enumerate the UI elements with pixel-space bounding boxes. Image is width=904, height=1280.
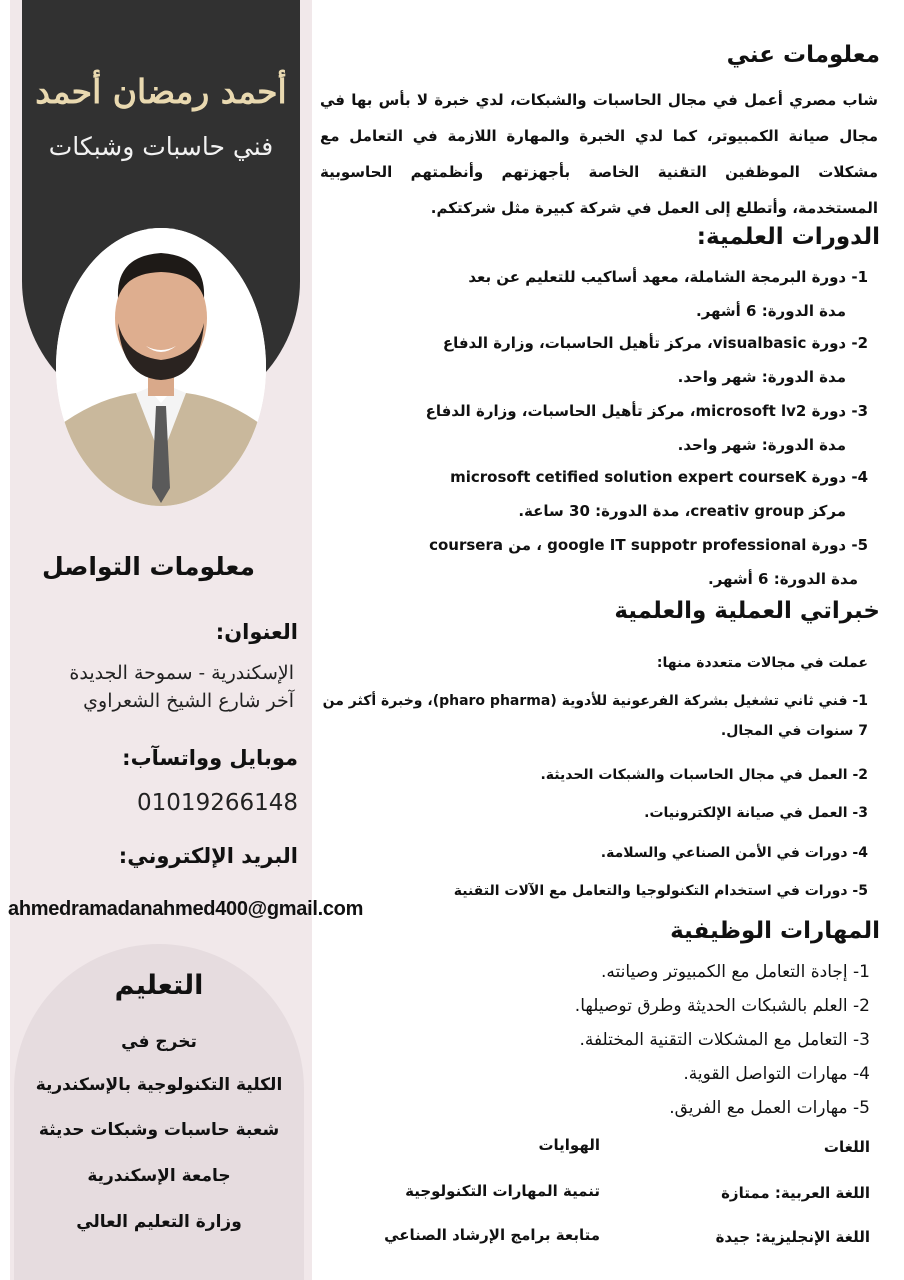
languages-title: اللغات xyxy=(823,1138,870,1156)
address-line-2: آخر شارع الشيخ الشعراوي xyxy=(83,690,294,712)
phone-label: موبايل وواتسآب: xyxy=(122,746,298,770)
language-item: اللغة العربية: ممتازة xyxy=(721,1184,870,1202)
experience-intro: عملت في مجالات متعددة منها: xyxy=(656,655,868,671)
address-label: العنوان: xyxy=(215,620,298,644)
experience-item: 4- دورات في الأمن الصناعي والسلامة. xyxy=(600,845,868,861)
education-line: تخرج في xyxy=(121,1032,197,1052)
skill-item: 4- مهارات التواصل القوية. xyxy=(683,1064,870,1084)
courses-title: الدورات العلمية: xyxy=(696,224,880,250)
address-line-1: الإسكندرية - سموحة الجديدة xyxy=(69,662,294,684)
experience-item: 5- دورات في استخدام التكنولوجيا والتعامل مع الآلات التقنية xyxy=(453,883,868,899)
hobby-item: تنمية المهارات التكنولوجية xyxy=(405,1182,600,1200)
contact-title: معلومات التواصل xyxy=(41,552,255,581)
person-name: أحمد رمضان أحمد xyxy=(35,72,287,111)
course-item: 3- دورة microsoft lv2، مركز تأهيل الحاسبات، وزارة الدفاع xyxy=(425,402,868,420)
language-item: اللغة الإنجليزية: جيدة xyxy=(715,1228,870,1246)
experience-item: 2- العمل في مجال الحاسبات والشبكات الحديثة. xyxy=(540,767,868,783)
skill-item: 2- العلم بالشبكات الحديثة وطرق توصيلها. xyxy=(574,996,870,1016)
course-duration: مدة الدورة: 6 أشهر. xyxy=(696,302,846,320)
course-item: 1- دورة البرمجة الشاملة، معهد أساكيب للتعليم عن بعد xyxy=(468,268,868,286)
person-avatar-icon xyxy=(56,228,266,506)
education-line: وزارة التعليم العالي xyxy=(76,1212,242,1232)
skill-item: 1- إجادة التعامل مع الكمبيوتر وصيانته. xyxy=(600,962,870,982)
email-label: البريد الإلكتروني: xyxy=(118,844,298,868)
about-title: معلومات عني xyxy=(726,42,880,68)
course-duration: مدة الدورة: شهر واحد. xyxy=(677,436,846,454)
about-text: شاب مصري أعمل في مجال الحاسبات والشبكات، لدي خبرة لا بأس بها في مجال صيانة الكمبيوتر، كما لدي الخبرة والمهارة اللازمة في التعامل مع مشكلات الموظفين التقنية الخاصة بأجهزتهم وأنظمتهم الحاسوبية المستخدمة، وأتطلع إلى العمل في شركة كبيرة مثل شركتكم. xyxy=(320,91,878,217)
education-title: التعليم xyxy=(114,970,204,1001)
education-line: شعبة حاسبات وشبكات حديثة xyxy=(38,1120,280,1140)
skills-title: المهارات الوظيفية xyxy=(670,918,880,944)
hobbies-title: الهوايات xyxy=(538,1136,600,1154)
profile-photo xyxy=(56,228,266,506)
experience-item: 1- فني ثاني تشغيل بشركة الفرعونية للأدوية (pharo pharma)، وخبرة أكثر من 7 سنوات في المجال. xyxy=(322,693,868,739)
email-address: ahmedramadanahmed400@gmail.com xyxy=(8,898,364,920)
education-line: الكلية التكنولوجية بالإسكندرية xyxy=(35,1075,283,1095)
course-duration: مركز creativ group، مدة الدورة: 30 ساعة. xyxy=(518,502,846,520)
job-title: فني حاسبات وشبكات xyxy=(48,132,274,161)
phone-number: 01019266148 xyxy=(137,790,298,816)
hobby-item: متابعة برامج الإرشاد الصناعي xyxy=(384,1226,600,1244)
experience-item: 3- العمل في صيانة الإلكترونيات. xyxy=(644,805,868,821)
skill-item: 3- التعامل مع المشكلات التقنية المختلفة. xyxy=(579,1030,870,1050)
course-item: 4- دورة microsoft cetified solution expert courseK xyxy=(450,468,868,486)
education-line: جامعة الإسكندرية xyxy=(87,1166,231,1186)
course-duration: مدة الدورة: شهر واحد. xyxy=(677,368,846,386)
course-item: 2- دورة visualbasic، مركز تأهيل الحاسبات، وزارة الدفاع xyxy=(442,334,868,352)
skill-item: 5- مهارات العمل مع الفريق. xyxy=(669,1098,870,1118)
course-item: 5- دورة google IT suppotr professional ، من coursera xyxy=(429,536,868,554)
course-duration: مدة الدورة: 6 أشهر. xyxy=(708,570,858,588)
experience-title: خبراتي العملية والعلمية xyxy=(614,598,880,624)
